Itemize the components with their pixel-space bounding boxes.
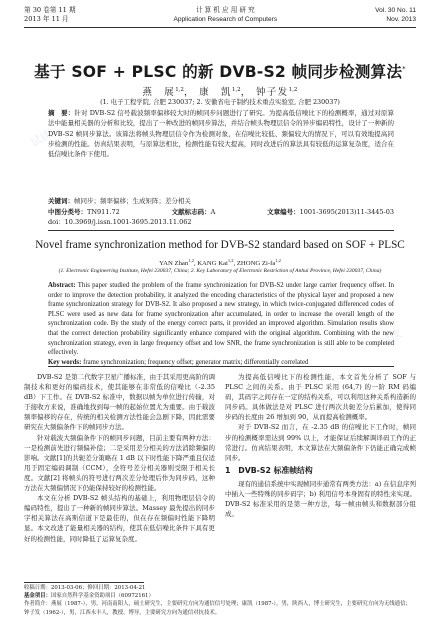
volume-issue-en: Vol. 30 No. 11 [375,7,416,14]
author-en-2: KANG Kai [197,260,228,268]
doc-code-value: A [210,208,216,216]
watermark: 试读 [378,327,405,350]
abstract-en [48,281,394,367]
classification-line [48,207,394,217]
paragraph: DVB-S2 是第二代数字卫星广播标准，由于其采用更高阶的调制技术和更好的编码技术，使其能够在非常低的信噪比（-2.35 dB）下工作。在 DVB-S2 标准中，数据以帧为单位进行传输，对于接收方来说，准确地找到每一帧的起始位置尤为重要。由于载波频率偏移的存在，传统的相关检测方法性能会急剧下降，因此需要研究在大频偏条件下的帧同步方法。 [24,373,215,432]
footnote [24,584,416,617]
author-en-1-sup: 1,2 [188,258,194,263]
author-cn-3: 钟子发 [256,87,289,98]
authors-cn: 燕 展$^{1,2}$， 康 凯$^{1,2}$， 钟子发$^{1,2}$ [142,86,298,98]
article-no-value: 1001-3695(2013)11-3445-03 [299,208,394,216]
author-cn-2-sup: 1,2 [231,86,241,93]
received-date: 收稿日期：2013-03-06；修回日期：2013-04-21 [24,585,146,591]
paragraph: 为提高低信噪比下的检测性能，本文首先分析了 SOF 与 PLSC 之间的关系。由于 PLSC 采用 (64,7) 的一阶 RM 码编码，其码字之间存在一定的结构关系，可以利用这种关系构造新的同步码。具体做法是对 PLSC 进行两次共轭差分后累加，使得同步码的长度由 26 增加到 90，从而提高检测概率。 [225,373,416,422]
paragraph: 现有的通信系统中实现帧同步通常有两类方法：a) 在信息序列中插入一些特殊的同步码字；b) 利用信号本身固有的特性来实现。DVB-S2 标准采用的是第一种方法，每一帧由帧头和数据部分组成。 [225,479,416,519]
journal-name-en: Application Research of Computers [173,16,278,23]
paragraph: 对于 DVB-S2 而言，在 -2.35 dB 的信噪比下工作时，帧同步的检测概率需达到 99% 以上，才能保证后续解调译码工作的正常进行。仿真结果表明，本文算法在大频偏条件下仍能正确完成帧同步。 [225,423,416,462]
keywords-cn-text: 帧同步；频率偏移；生成矩阵；差分相关 [74,197,191,205]
author-cn-1-sup: 1,2 [175,86,184,93]
divider [48,230,394,231]
body-column-right [225,372,416,519]
author-en-1: YAN Zhan [159,260,189,268]
journal-header [24,6,416,28]
article-no-label: 文章编号： [267,208,300,216]
fund-label: 基金项目： [24,593,51,600]
date-en: Nov. 2013 [386,16,416,23]
divider [48,366,394,367]
watermark: 试读 [28,127,55,150]
affiliation-en: (1. Electronic Engineering Institute, Hefei 230037, China; 2. Key Laboratory of Electronic Restriction of Anhui Province, Hefei 230037, China) [58,268,382,274]
author-en-3-sup: 1,2 [275,258,281,263]
author-cn-3-sup: 1,2 [288,86,298,93]
author-bio: 作者简介：燕展（1987-），男，河南南阳人，硕士研究生，主要研究方向为通信信号处理；康凯（1987-），男，陕西人，博士研究生，主要研究方向为无线通信；钟子发（1962-），男，江西永丰人，教授，博导，主要研究方向为通信对抗技术。 [24,601,411,616]
keywords-en-text: frame synchronization; frequency offset; generator matrix; differentially correlated [83,358,309,366]
section-heading: 1 DVB-S2 标准帧结构 [225,465,313,475]
volume-issue-cn: 第 30 卷第 11 期 [24,6,76,14]
journal-name-cn: 计 算 机 应 用 研 究 [195,6,255,14]
footnote-rule [24,582,144,583]
fund-text: 国家自然科学基金资助项目（60972161） [50,593,154,600]
clc-label: 中图分类号： [48,208,87,216]
date-cn: 2013 年 11 月 [24,15,69,23]
keywords-cn [48,196,394,206]
abstract-en-text: This paper studied the problem of the frame synchronization for DVB-S2 under large carrier frequency offset. In order to improve the detection probability, it analyzed the encoding characteristics of the physical layer and proposed a new frame synchronization strategy for DVB-S2. It also proposed a new strategy, in which twice-conjugated differenced codes of PLSC were used as new data for frame synchronization after accumulated, in order to increase the overall length of the synchronization code. By the study of the energy correct parts, it provided an improved algorithm. Simulation results show that the correct detection probability significantly enhance compared with the original algorithm. Combining with the new synchronization strategy, even in large frequency offset and low SNR, the frame synchronization is still able to be completed effectively. [48,282,395,357]
abstract-en-label: Abstract: [48,282,76,289]
doi: doi：10.3969/j.issn.1001-3695.2013.11.062 [48,218,192,226]
author-cn-1: 燕 展 [142,87,176,98]
body-column-left [24,372,215,544]
abstract-cn-text: 针对 DVB-S2 信号载波频率偏移较大时的帧同步问题进行了研究。为提高低信噪比下的检测概率，通过对原算法中能量相关器的分析和比较，提出了一种改进的帧同步算法，并结合帧头物理层信令的异步编码特性，设计了一种新的 DVB-S2 帧同步算法。该算法将帧头物理层信令作为检测对象，在信噪比较低、频偏较大的情况下，可以有效地提高同步检测的性能。仿真结果表明，与原算法相比，检测性能有较大提高，同时改进后的算法具有较低的运算复杂度，适合在低信噪比条件下使用。 [48,109,394,159]
abstract-cn [48,108,394,159]
affiliation-cn: (1. 电子工程学院, 合肥 230037; 2. 安徽省电子制约技术重点实验室, 合肥 230037) [100,98,340,106]
authors-en: YAN Zhan$^{1,2}$, KANG Kai$^{1,2}$, ZHONG Zi-fa$^{1,2}$ [159,258,281,268]
paper-title-cn [0,60,440,82]
doc-code-label: 文献标志码： [171,208,211,216]
clc-value: TN911.72 [87,208,120,216]
paragraph: 针对载波大频偏条件下的帧同步问题，目前主要有两种方法：一是检测前先进行频偏补偿；二是采用差分相关的方法消除频偏的影响。文献[1]的共轭差分策略在 1 dB 以下时性能下降严重且仅适用于固定编码调制（CCM），全符号差分相关器则受限于相关长度。文献[2] 将帧头的符号进行两次差分处理后作为同步码，这种方法在大频偏情况下仍能保持较好的检测性能。 [24,433,215,493]
paper-title-en: Novel frame synchronization method for DVB-S2 standard based on SOF + PLSC [35,239,405,251]
paper-title-cn-text: 基于 SOF + PLSC 的新 DVB-S2 帧同步检测算法 [34,63,403,81]
keywords-cn-label: 关键词： [48,197,74,205]
keywords-en-label: Key words: [48,358,82,366]
author-en-3: ZHONG Zi-fa [236,260,276,268]
title-footnote-mark: * [402,64,406,73]
author-en-2-sup: 1,2 [227,258,234,263]
author-cn-2: 康 凯 [199,87,232,98]
paragraph: 本文在分析 DVB-S2 帧头结构的基础上，利用物理层信令的编码特性，提出了一种新的帧同步算法。Massey 最先提出的同步字相关算法在高斯信道下是最佳的，但在存在频偏时性能下降明显。本文改进了能量相关器的结构，使其在低信噪比条件下具有更好的检测性能，同时降低了运算复杂度。 [24,494,215,543]
abstract-cn-label: 摘 要： [48,109,75,117]
